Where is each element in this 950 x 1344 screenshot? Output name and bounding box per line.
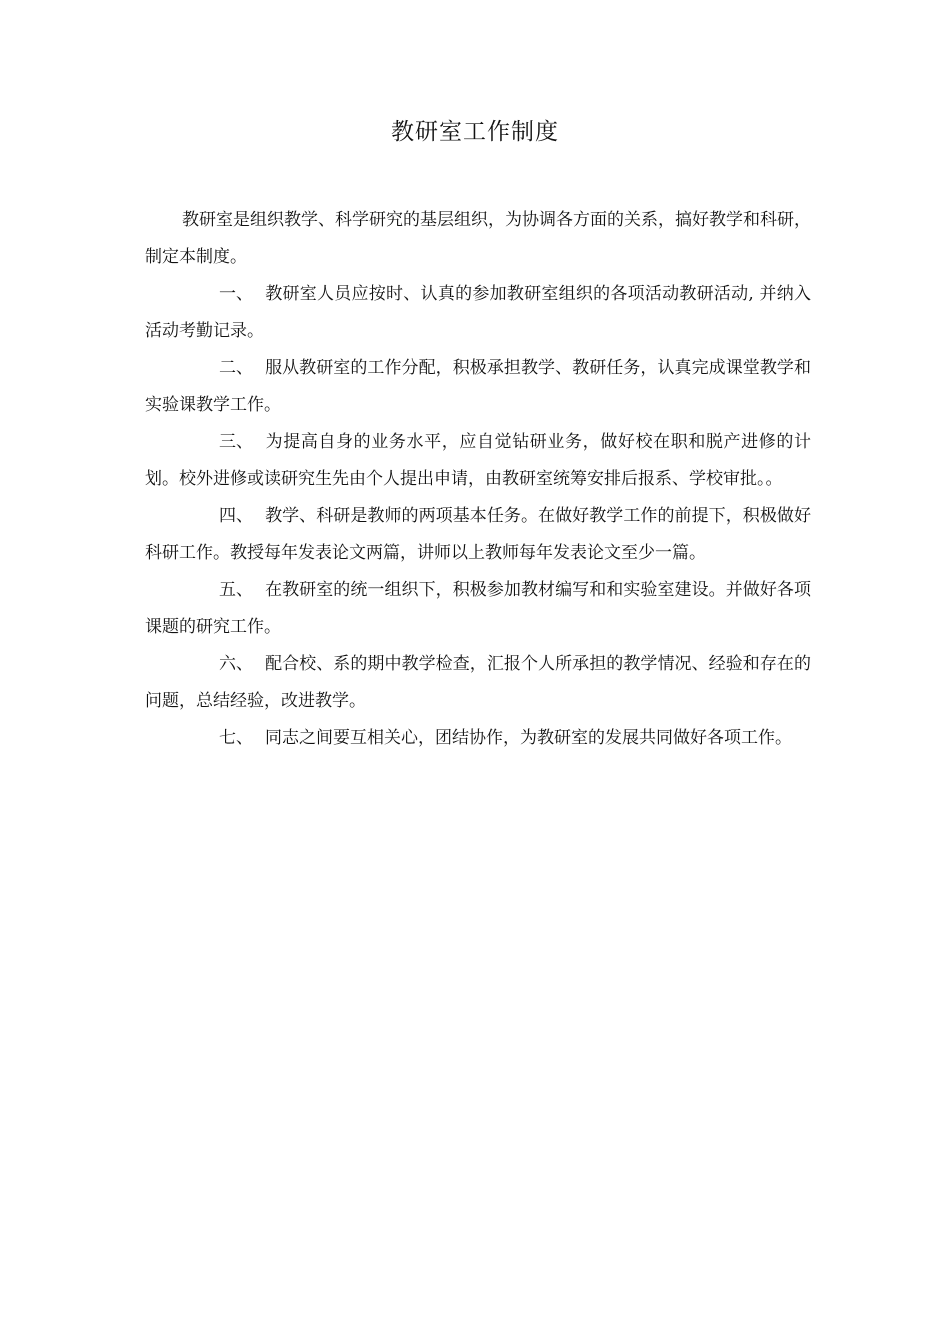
clause-text: 教学、科研是教师的两项基本任务。在做好教学工作的前提下，积极做好科研工作。教授每年发表论文两篇，讲师以上教师每年发表论文至少一篇。 — [145, 506, 811, 563]
clause-5 — [145, 572, 811, 646]
document-title: 教研室工作制度 — [391, 119, 559, 145]
document-body — [145, 202, 811, 757]
clause-text: 在教研室的统一组织下，积极参加教材编写和和实验室建设。并做好各项课题的研究工作。 — [145, 580, 811, 637]
clause-text: 教研室人员应按时、认真的参加教研室组织的各项活动教研活动, 并纳入活动考勤记录。 — [145, 284, 811, 341]
clause-3 — [145, 424, 811, 498]
clause-number: 七、 — [219, 728, 253, 748]
clause-2 — [145, 350, 811, 424]
clause-4 — [145, 498, 811, 572]
clause-number: 六、 — [219, 654, 253, 674]
clause-6 — [145, 646, 811, 720]
clause-number: 五、 — [219, 580, 253, 600]
clause-text: 同志之间要互相关心，团结协作，为教研室的发展共同做好各项工作。 — [265, 728, 792, 748]
intro-paragraph: 教研室是组织教学、科学研究的基层组织，为协调各方面的关系，搞好教学和科研，制定本制度。 — [145, 210, 811, 267]
clause-number: 四、 — [219, 506, 253, 526]
clause-7 — [145, 720, 811, 757]
clause-number: 二、 — [219, 358, 253, 378]
clause-number: 三、 — [219, 432, 253, 452]
clause-text: 为提高自身的业务水平，应自觉钻研业务，做好校在职和脱产进修的计划。校外进修或读研究生先由个人提出申请，由教研室统筹安排后报系、学校审批。。 — [145, 432, 811, 489]
clause-1 — [145, 276, 811, 350]
clause-text: 服从教研室的工作分配，积极承担教学、教研任务，认真完成课堂教学和实验课教学工作。 — [145, 358, 811, 415]
clause-number: 一、 — [219, 284, 253, 304]
clause-text: 配合校、系的期中教学检查，汇报个人所承担的教学情况、经验和存在的问题，总结经验，改进教学。 — [145, 654, 811, 711]
